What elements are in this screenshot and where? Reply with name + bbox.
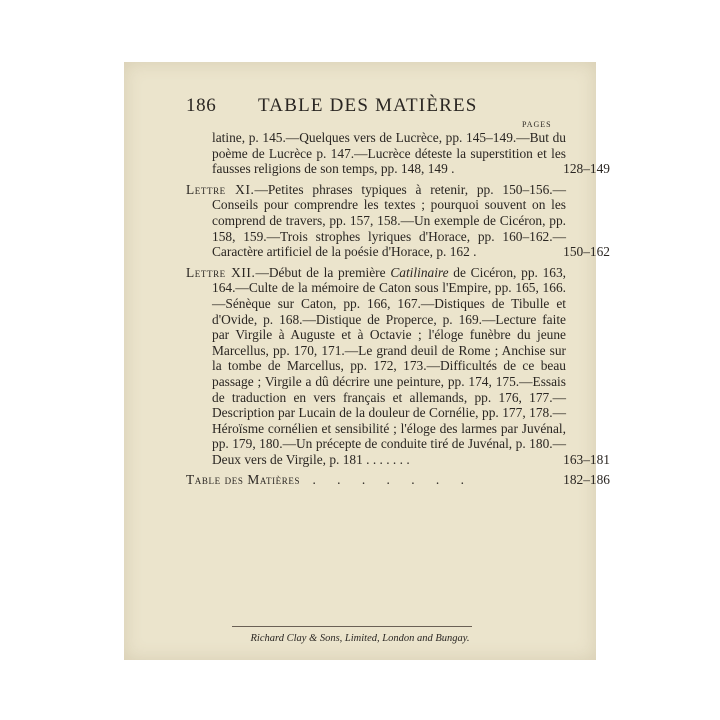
toc-entry [186, 264, 610, 468]
toc-entry-pages: 128–149 [563, 161, 610, 177]
toc-entry-label: Table des Matières [186, 472, 301, 488]
running-title: TABLE DES MATIÈRES [258, 95, 478, 116]
toc-entry-pages: 182–186 [563, 472, 610, 488]
page-number: 186 [186, 95, 217, 116]
toc-entry-italic-title: Catilinaire [390, 264, 449, 280]
toc-entry-text: —Début de la première [255, 264, 391, 280]
toc-entry-label: Lettre XI. [186, 181, 255, 197]
table-of-contents [186, 130, 610, 493]
toc-entry-text: de Cicéron, pp. 163, 164.—Culte de la mémoire de Caton sous l'Empire, pp. 165, 166.—Sénèque sur Caton, pp. 166, 167.—Distiques de Tibulle et d'Ovide, p. 168.—Distique de Properce, p. 169.—Lecture faite par Virgile à Auguste et à Octavie ; l'éloge funèbre du jeune Marcellus, pp. 170, 171.—Le grand deuil de Rome ; Anchise sur la tombe de Marcellus, pp. 172, 173.—Difficultés de ce beau passage ; Virgile a dû décrire une peinture, pp. 174, 175.—Essais de traduction en vers français et allemands, pp. 176, 177.—Description par Lucain de la douleur de Cornélie, pp. 177, 178.—Héroïsme cornélien et sensibilité ; l'éloge des larmes par Juvénal, pp. 179, 180.—Un précepte de conduite tiré de Juvénal, p. 180.—Deux vers de Virgile, p. 181 . . . . . . . [212, 264, 567, 467]
printer-imprint: Richard Clay & Sons, Limited, London and Bungay. [250, 633, 470, 644]
pages-column-label: PAGES [522, 120, 552, 129]
toc-entry-pages: 163–181 [563, 451, 610, 467]
footer-rule [232, 626, 472, 627]
toc-entry-leader: . . . . . . . [300, 472, 473, 488]
toc-entry-label: Lettre XII. [186, 264, 256, 280]
toc-entry [186, 130, 610, 177]
toc-entry [186, 181, 610, 260]
toc-entry-text: —Petites phrases typiques à retenir, pp. 150–156.—Conseils pour comprendre les textes ; pourquoi souvent on les comprend de travers, pp. 157, 158.—Un exemple de Cicéron, pp. 158, 159.—Trois strophes lyriques d'Horace, pp. 160–162.—Caractère artificiel de la poésie d'Horace, p. 162 . [212, 181, 566, 260]
page-header [186, 95, 606, 121]
book-page [124, 62, 610, 660]
toc-entry [186, 472, 610, 488]
toc-entry-pages: 150–162 [563, 244, 610, 260]
toc-entry-text: latine, p. 145.—Quelques vers de Lucrèce, pp. 145–149.—But du poème de Lucrèce p. 147.—Lucrèce déteste la superstition et les fausses religions de son temps, pp. 148, 149 . [212, 130, 566, 177]
